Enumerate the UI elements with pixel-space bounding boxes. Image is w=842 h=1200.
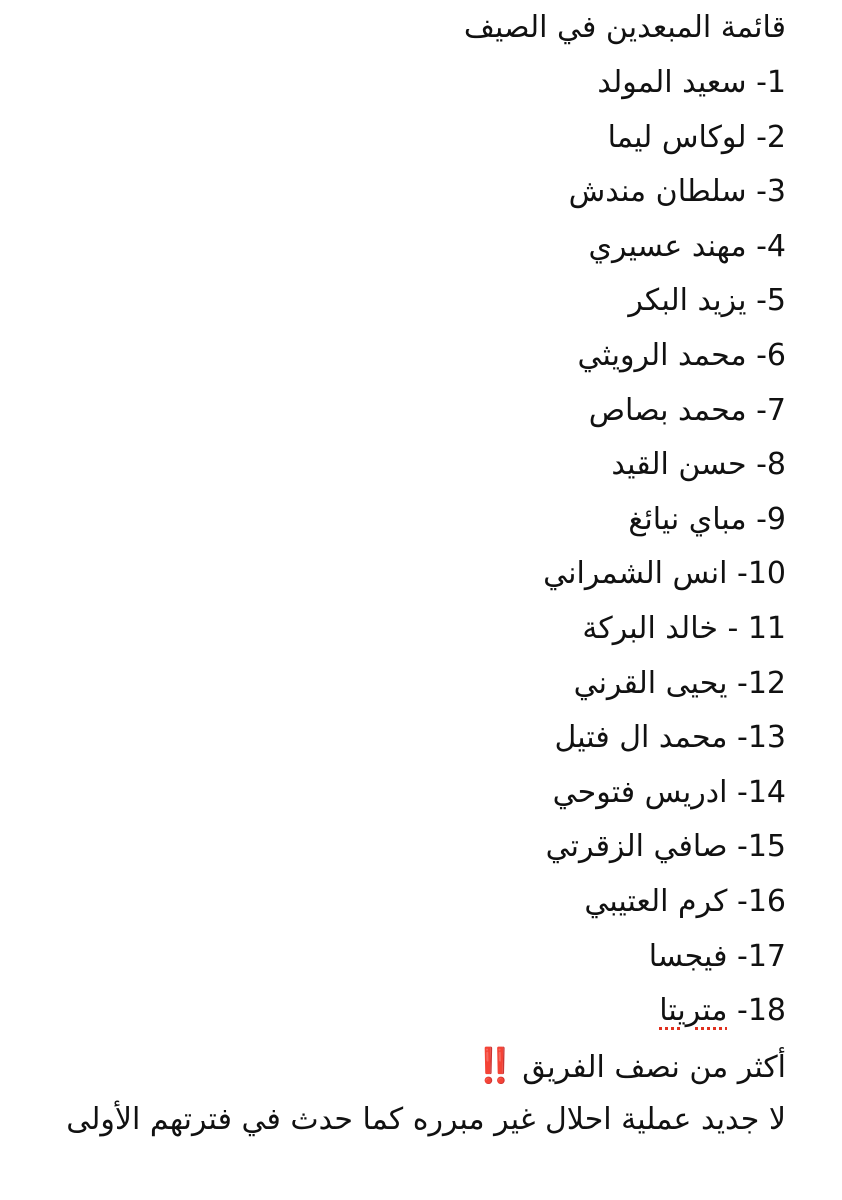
- item-name: مهند عسيري: [588, 228, 747, 264]
- item-name: محمد ال فتيل: [554, 720, 728, 756]
- item-number: 7-: [756, 392, 786, 428]
- item-name: فيجسا: [648, 938, 728, 974]
- list-item: [46, 820, 786, 875]
- summary-line: [46, 1039, 786, 1094]
- item-number: 5-: [756, 283, 786, 319]
- list-item: [46, 56, 786, 111]
- list-item: [46, 547, 786, 602]
- list-item: [46, 602, 786, 657]
- item-number: 4-: [756, 228, 786, 264]
- item-number: 11 -: [727, 610, 786, 646]
- item-number: 16-: [736, 883, 786, 919]
- item-name: يحيى القرني: [573, 665, 728, 701]
- list-item: [46, 329, 786, 384]
- item-name: محمد بصاص: [588, 392, 747, 428]
- item-name: ادريس فتوحي: [552, 774, 728, 810]
- item-name: حسن القيد: [611, 447, 747, 483]
- item-name: كرم العتيبي: [584, 883, 728, 919]
- summary-text: أكثر من نصف الفريق: [522, 1049, 786, 1085]
- item-number: 10-: [736, 556, 786, 592]
- item-number: 3-: [756, 174, 786, 210]
- item-number: 8-: [756, 447, 786, 483]
- item-name: انس الشمراني: [543, 556, 728, 592]
- excluded-players-list: [46, 56, 786, 1039]
- list-item: [46, 875, 786, 930]
- double-exclamation-icon: ‼️: [473, 1045, 513, 1086]
- item-name: يزيد البكر: [628, 283, 747, 319]
- list-item: [46, 930, 786, 985]
- item-number: 6-: [756, 337, 786, 373]
- list-item: [46, 274, 786, 329]
- list-item: [46, 984, 786, 1039]
- item-number: 15-: [736, 829, 786, 865]
- item-name: خالد البركة: [582, 610, 718, 646]
- list-item: [46, 493, 786, 548]
- item-name-misspelled: متريتا: [659, 993, 728, 1029]
- list-item: [46, 220, 786, 275]
- list-item: [46, 657, 786, 712]
- item-name: سعيد المولد: [597, 65, 747, 100]
- item-number: 2-: [756, 119, 786, 155]
- note-body[interactable]: [46, 0, 786, 1147]
- item-number: 9-: [756, 501, 786, 537]
- list-item: [46, 165, 786, 220]
- list-item: [46, 711, 786, 766]
- item-number: 14-: [736, 774, 786, 810]
- item-number: 1-: [756, 65, 786, 100]
- item-name: صافي الزقرتي: [545, 829, 728, 865]
- item-number: 13-: [736, 720, 786, 756]
- list-item: [46, 438, 786, 493]
- item-name: مباي نيائغ: [628, 501, 747, 537]
- item-number: 12-: [736, 665, 786, 701]
- closing-paragraph: لا جديد عملية احلال غير مبرره كما حدث في فترتهم الأولى: [66, 1102, 786, 1138]
- item-number: 18-: [736, 993, 786, 1029]
- list-item: [46, 766, 786, 821]
- item-number: 17-: [736, 938, 786, 974]
- item-name: لوكاس ليما: [607, 119, 747, 155]
- item-name: سلطان مندش: [568, 174, 747, 210]
- item-name: محمد الرويثي: [577, 337, 747, 373]
- list-item: [46, 111, 786, 166]
- list-item: [46, 384, 786, 439]
- note-title: قائمة المبعدين في الصيف: [463, 10, 786, 45]
